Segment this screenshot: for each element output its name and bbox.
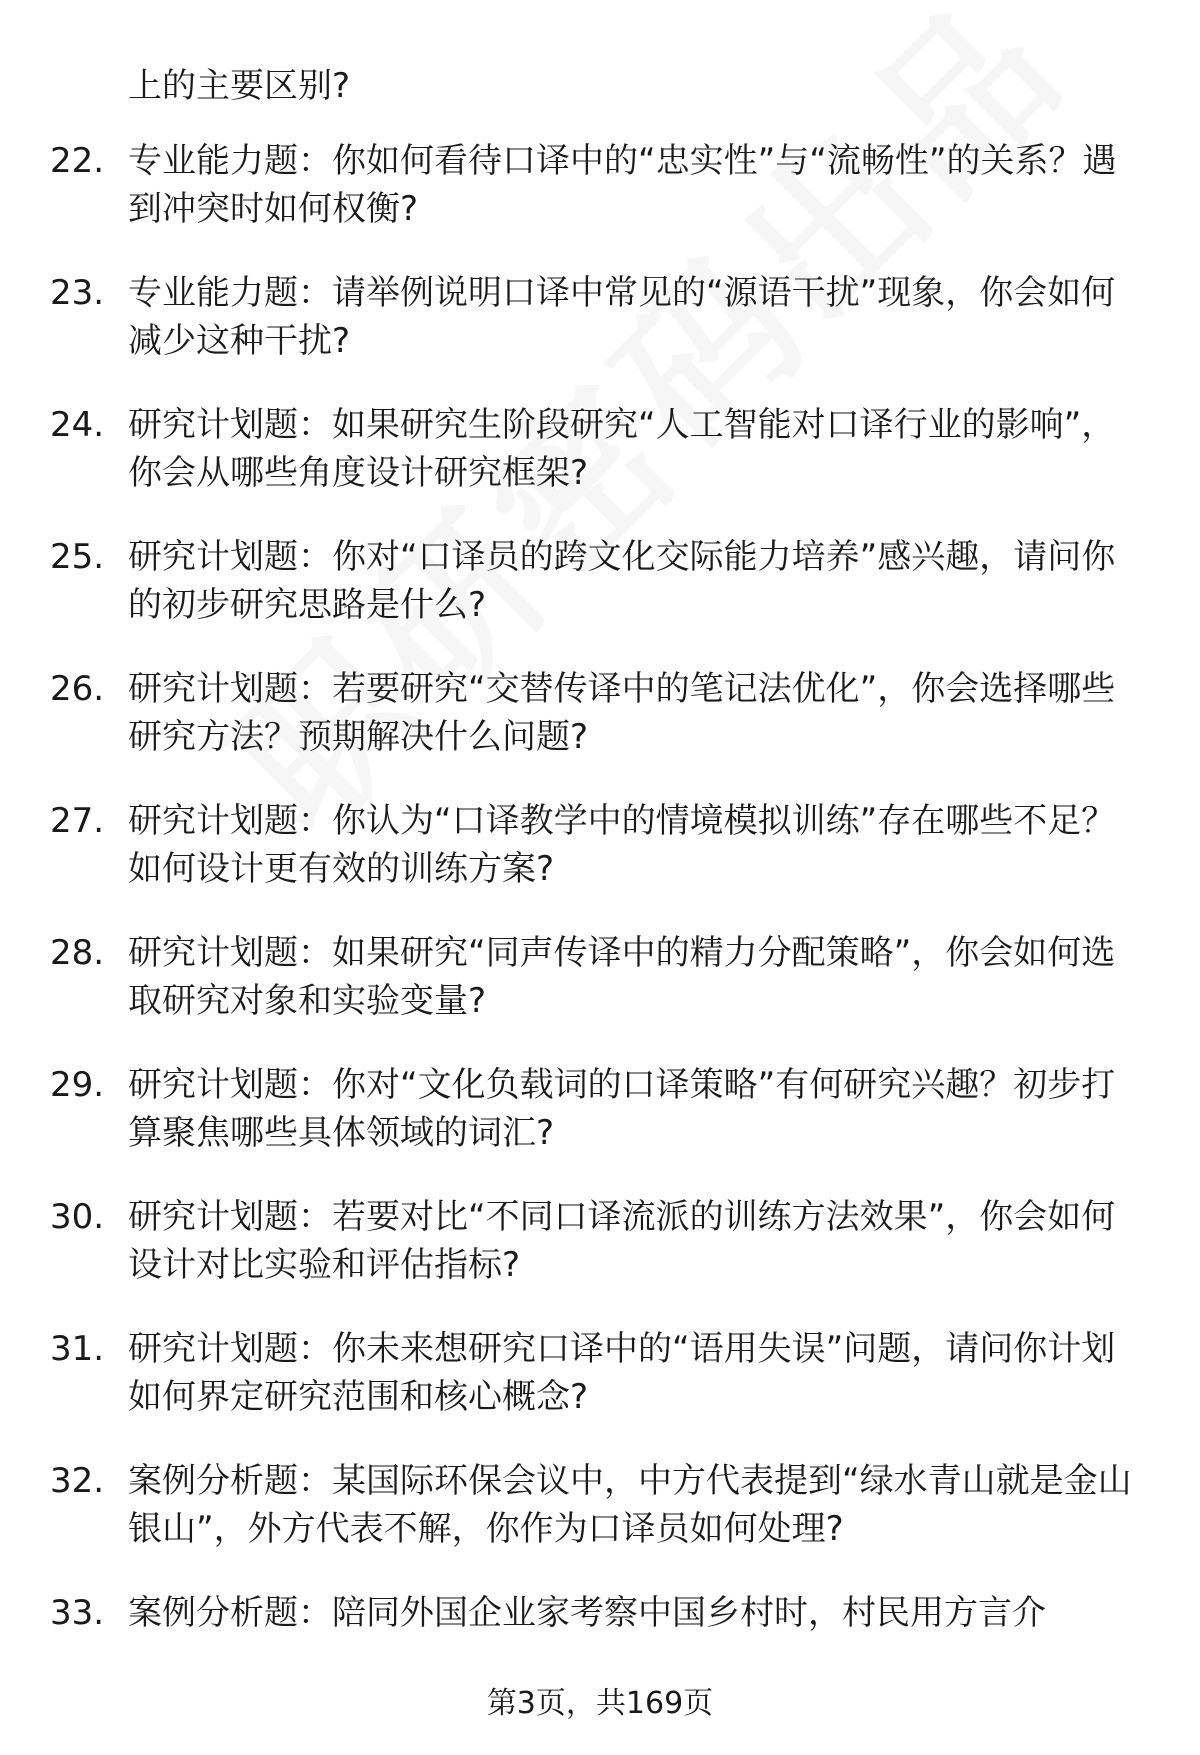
list-item: [50, 1589, 1140, 1685]
question-number: 25.: [50, 537, 105, 577]
question-number: 32.: [50, 1461, 105, 1501]
list-item: [50, 137, 1140, 233]
list-item: [50, 401, 1140, 497]
question-number: 23.: [50, 273, 105, 313]
question-text: 研究计划题：你未来想研究口译中的“语用失误”问题，请问你计划如何界定研究范围和核心概念?: [128, 1329, 1116, 1417]
question-number: 29.: [50, 1065, 105, 1105]
list-item: [50, 1325, 1140, 1421]
question-text: 研究计划题：如果研究“同声传译中的精力分配策略”，你会如何选取研究对象和实验变量?: [128, 933, 1116, 1021]
question-number: 26.: [50, 669, 105, 709]
question-text: 专业能力题：请举例说明口译中常见的“源语干扰”现象，你会如何减少这种干扰?: [128, 273, 1116, 361]
question-number: 30.: [50, 1197, 105, 1237]
question-text: 研究计划题：你对“口译员的跨文化交际能力培养”感兴趣，请问你的初步研究思路是什么?: [128, 537, 1116, 625]
question-text: 专业能力题：你如何看待口译中的“忠实性”与“流畅性”的关系？遇到冲突时如何权衡?: [128, 141, 1117, 229]
list-item: [50, 797, 1140, 893]
question-number: 31.: [50, 1329, 105, 1369]
continued-question-text: 上的主要区别?: [128, 66, 351, 106]
question-text: 研究计划题：若要研究“交替传译中的笔记法优化”，你会选择哪些研究方法？预期解决什么问题?: [128, 669, 1116, 757]
question-number: 27.: [50, 801, 105, 841]
list-item: [50, 665, 1140, 761]
page-footer: 第3页，共169页: [486, 1686, 714, 1721]
question-text: 案例分析题：陪同外国企业家考察中国乡村时，村民用方言介: [128, 1593, 1046, 1633]
list-item: [50, 533, 1140, 629]
list-item: [50, 929, 1140, 1025]
question-text: 研究计划题：你认为“口译教学中的情境模拟训练”存在哪些不足？如何设计更有效的训练方案?: [128, 801, 1116, 889]
question-text: 研究计划题：如果研究生阶段研究“人工智能对口译行业的影响”，你会从哪些角度设计研究框架?: [128, 405, 1116, 493]
question-text: 研究计划题：你对“文化负载词的口译策略”有何研究兴趣？初步打算聚焦哪些具体领域的词汇?: [128, 1065, 1116, 1153]
question-number: 24.: [50, 405, 105, 445]
list-item: [50, 1061, 1140, 1157]
question-number: 33.: [50, 1593, 105, 1633]
question-number: 28.: [50, 933, 105, 973]
list-item: [50, 269, 1140, 365]
question-text: 研究计划题：若要对比“不同口译流派的训练方法效果”，你会如何设计对比实验和评估指标?: [128, 1197, 1116, 1285]
question-text: 案例分析题：某国际环保会议中，中方代表提到“绿水青山就是金山银山”，外方代表不解，你作为口译员如何处理?: [128, 1461, 1132, 1549]
question-number: 22.: [50, 141, 105, 181]
question-list: [50, 137, 1140, 1721]
list-item: [50, 1457, 1140, 1553]
list-item: [50, 1193, 1140, 1289]
